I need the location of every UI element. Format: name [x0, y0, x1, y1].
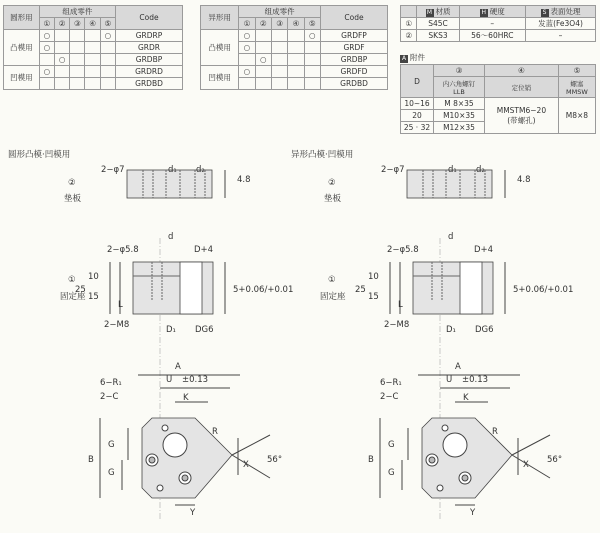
code-cell: GRDRD [116, 66, 183, 78]
section-title-shaped: 异形凸模·凹模用 [291, 150, 354, 160]
code-cell: GRDFP [321, 30, 388, 42]
section-title-round: 圆形凸模·凹模用 [8, 150, 71, 160]
col-code: Code [116, 6, 183, 30]
code-cell: GRDR [116, 42, 183, 54]
mid-code-table: 异形用 组成零件 Code ① ② ③ ④ ⑤ 凸模用 ○ ○ GRDFP ○ GRDF ○ GRDBP 凹模用 ○ GRDFD GRDBD [200, 5, 388, 90]
left-code-table: 圆形用 组成零件 Code ① ② ③ ④ ⑤ 凸模用 ○ ○ GRDRP ○ GRDR ○ GRDBP 凹模用 ○ GRDRD GRDBD [3, 5, 183, 90]
row-label-punch: 凸模用 [4, 30, 40, 66]
code-cell: GRDRP [116, 30, 183, 42]
code-cell: GRDFD [321, 66, 388, 78]
row-label-die: 凹模用 [4, 66, 40, 90]
code-cell: GRDF [321, 42, 388, 54]
code-cell: GRDBD [321, 78, 388, 90]
accessory-title: A 附件 [401, 53, 425, 62]
col-parts: 组成零件 [39, 6, 115, 18]
accessory-table: D ③ ④ ⑤ 内六角螺钉 LLB 定位销 螺塞 MMSW 10~16 M 8×35 MMSTM6−20 (带螺孔) M8×8 20 M10×35 25 · 32 M12×35 [400, 64, 596, 134]
material-table: M 材质 H 硬度 S 表面处理 ① S45C – 发蓝(Fe3O4) ② SKS3 56～60HRC – [400, 5, 596, 42]
code-cell: GRDBP [116, 54, 183, 66]
code-cell: GRDBD [116, 78, 183, 90]
code-cell: GRDBP [321, 54, 388, 66]
col-shape: 圆形用 [4, 6, 40, 30]
